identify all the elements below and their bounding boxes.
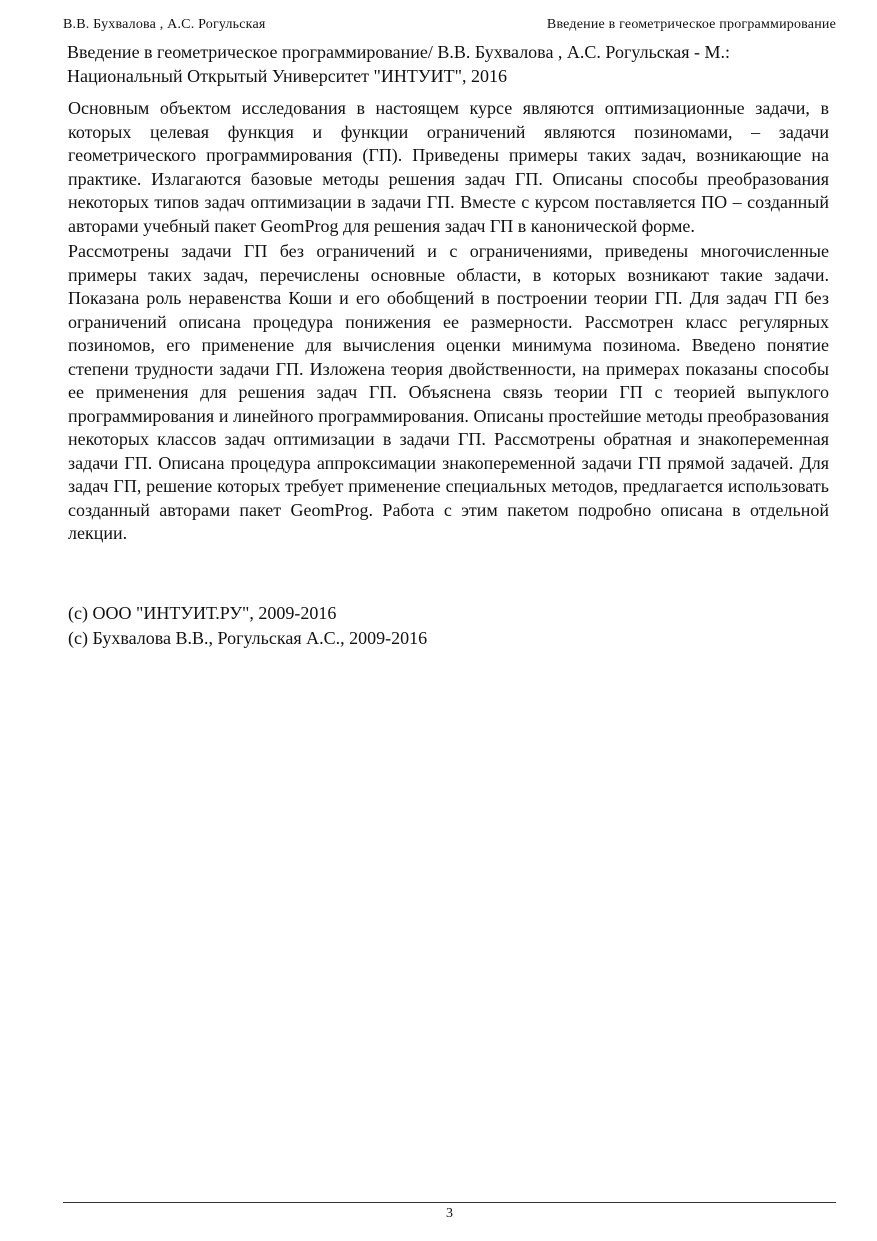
citation-line-2: Национальный Открытый Университет "ИНТУИТ", 2016 [67,66,507,86]
running-header [63,16,836,34]
citation-line-1: Введение в геометрическое программирование/ В.В. Бухвалова , А.С. Рогульская - М.: [67,42,731,62]
header-course-title: Введение в геометрическое программирование [546,17,836,32]
abstract-paragraph-1: Основным объектом исследования в настоящем курсе являются оптимизационные задачи, в которых целевая функция и функции ограничений являются позиномами, – задачи геометрического программирования (ГП). Приведены примеры таких задач, возникающие на практике. Излагаются базовые методы решения задач ГП. Описаны способы преобразования некоторых типов задач оптимизации в задачи ГП. Вместе с курсом поставляется ПО – созданный авторами учебный пакет GeomProg для решения задач ГП в канонической форме. [68,98,829,236]
abstract-paragraph-2: Рассмотрены задачи ГП без ограничений и с ограничениями, приведены многочисленные примеры таких задач, перечислены основные области, в которых возникают такие задачи. Показана роль неравенства Коши и его обобщений в построении теории ГП. Для задач ГП без ограничений описана процедура понижения ее размерности. Рассмотрен класс регулярных позиномов, его применение для вычисления оценки минимума позинома. Введено понятие степени трудности задачи ГП. Изложена теория двойственности, на примерах показаны способы ее применения для решения задач ГП. Объяснена связь теории ГП с теорией выпуклого программирования и линейного программирования. Описаны простейшие методы преобразования некоторых классов задач оптимизации в задачи ГП. Рассмотрены обратная и знакопеременная задачи ГП. Описана процедура аппроксимации знакопеременной задачи ГП прямой задачей. Для задач ГП, решение которых требует применение специальных методов, предлагается использовать созданный авторами пакет GeomProg. Работа с этим пакетом подробно описана в отдельной лекции. [68,241,829,543]
abstract [68,97,829,548]
copyright-publisher: (c) ООО "ИНТУИТ.РУ", 2009-2016 [68,603,337,623]
footer-divider [63,1202,836,1203]
page-number: 3 [446,1206,453,1221]
bibliographic-citation [67,40,837,88]
header-authors: В.В. Бухвалова , А.С. Рогульская [63,17,266,32]
copyright-notices [68,601,829,651]
copyright-authors: (c) Бухвалова В.В., Рогульская А.С., 2009-2016 [68,628,428,648]
